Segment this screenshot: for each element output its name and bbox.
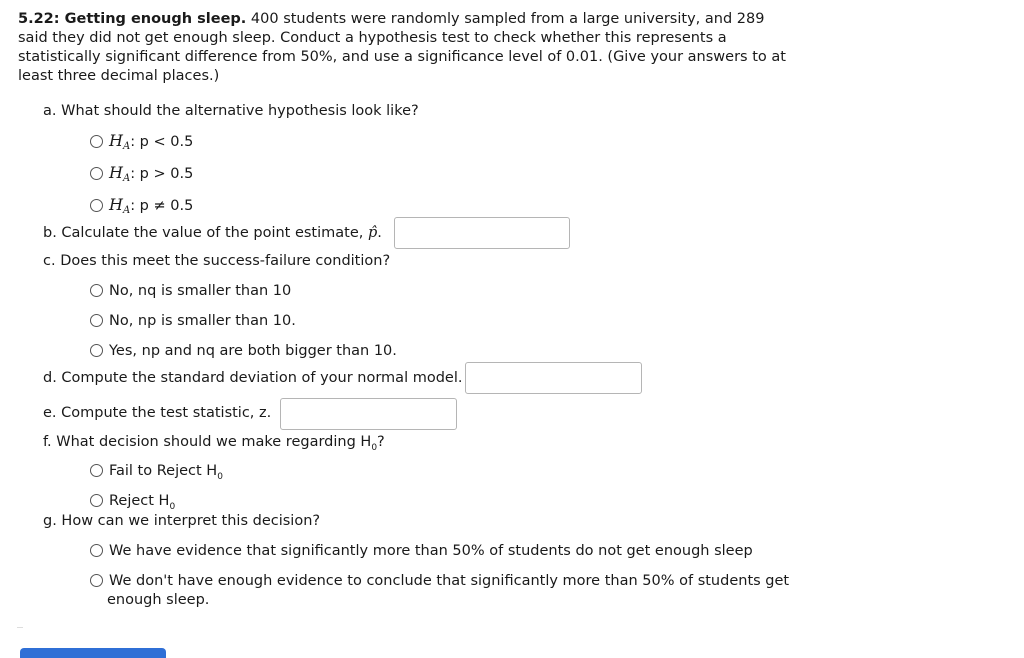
option-text: We have evidence that significantly more than 50% of students do not get enough sleep: [109, 543, 753, 559]
ha-symbol: $H_A$: [109, 131, 131, 152]
radio-button[interactable]: [90, 167, 103, 180]
option-text: No, np is smaller than 10.: [109, 313, 296, 329]
question-e-label: e. Compute the test statistic, z.: [43, 405, 272, 421]
divider-mark: [17, 627, 23, 628]
radio-button[interactable]: [90, 494, 103, 507]
option-text: Yes, np and nq are both bigger than 10.: [109, 343, 397, 359]
option-ha-not-equal[interactable]: [90, 195, 193, 216]
option-nq-small[interactable]: [90, 283, 291, 299]
radio-button[interactable]: [90, 464, 103, 477]
problem-title: 5.22: Getting enough sleep.: [18, 11, 247, 27]
option-text: We don't have enough evidence to conclude that significantly more than 50% of students get: [109, 573, 790, 589]
option-not-enough-evidence[interactable]: [90, 573, 789, 589]
option-np-small[interactable]: [90, 313, 296, 329]
radio-button[interactable]: [90, 574, 103, 587]
ha-symbol: $H_A$: [109, 195, 131, 216]
question-b-label: b. Calculate the value of the point estimate, p̂.: [43, 225, 382, 241]
option-ha-greater[interactable]: [90, 163, 193, 184]
option-text: : p < 0.5: [130, 134, 194, 150]
problem-text: 400 students were randomly sampled from a large university, and 289 said they did not get enough sleep. Conduct a hypothesis test to check whether this represents a statistically significant difference from 50%, and use a significance level of 0.01. (Give your answers to at least three decimal places.): [18, 11, 786, 84]
option-both-bigger[interactable]: [90, 343, 397, 359]
submit-button[interactable]: [20, 648, 166, 658]
option-text: : p ≠ 0.5: [130, 198, 194, 214]
test-statistic-input[interactable]: [280, 398, 457, 430]
option-have-evidence[interactable]: [90, 543, 753, 559]
question-g-label: g. How can we interpret this decision?: [43, 513, 321, 529]
problem-statement: [18, 10, 798, 86]
radio-button[interactable]: [90, 314, 103, 327]
question-f-label: f. What decision should we make regarding $H_0$?: [43, 434, 385, 453]
option-reject[interactable]: Reject $H_0$: [90, 493, 175, 512]
point-estimate-input[interactable]: [394, 217, 570, 249]
p-hat-symbol: p̂: [367, 225, 378, 241]
option-text: Fail to Reject H: [109, 463, 218, 479]
option-text: No, nq is smaller than 10: [109, 283, 292, 299]
radio-button[interactable]: [90, 284, 103, 297]
option-ha-less[interactable]: [90, 131, 193, 152]
question-d-label: d. Compute the standard deviation of your normal model.: [43, 370, 463, 386]
standard-deviation-input[interactable]: [465, 362, 642, 394]
radio-button[interactable]: [90, 135, 103, 148]
radio-button[interactable]: [90, 544, 103, 557]
ha-symbol: $H_A$: [109, 163, 131, 184]
option-text: : p > 0.5: [130, 166, 194, 182]
radio-button[interactable]: [90, 344, 103, 357]
question-a-label: a. What should the alternative hypothesis look like?: [43, 103, 419, 119]
question-c-label: c. Does this meet the success-failure condition?: [43, 253, 391, 269]
option-text: Reject H: [109, 493, 170, 509]
option-text-continued: enough sleep.: [107, 592, 210, 608]
radio-button[interactable]: [90, 199, 103, 212]
option-fail-to-reject[interactable]: Fail to Reject $H_0$: [90, 463, 223, 482]
